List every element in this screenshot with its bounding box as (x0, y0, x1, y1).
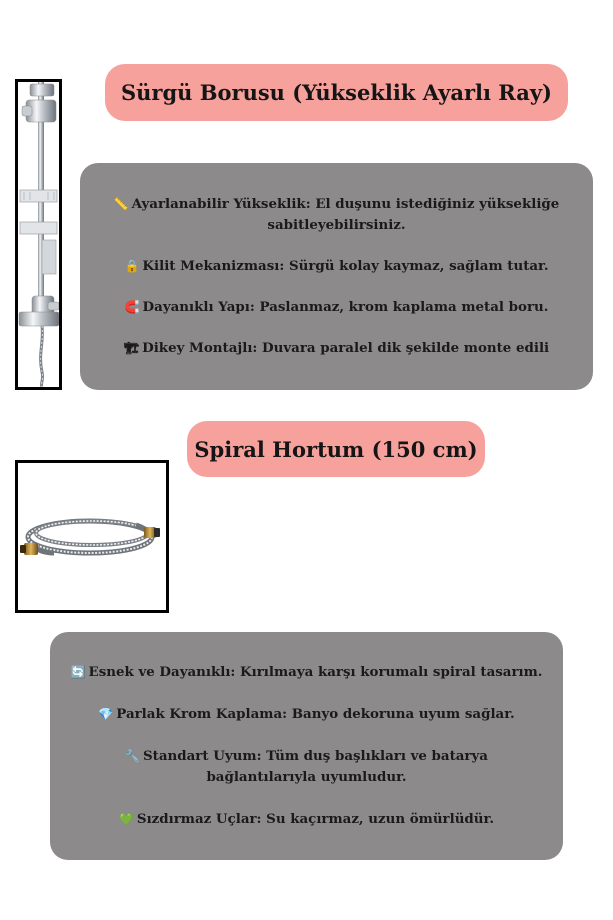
sliding-rail-photo (15, 79, 62, 390)
feature-flexible-durable: 🔄 Esnek ve Dayanıklı: Kırılmaya karşı korumalı spiral tasarım. (68, 662, 545, 683)
magnet-icon: 🧲 (124, 300, 140, 314)
feature-adjustable-height: 📏 Ayarlanabilir Yükseklik: El duşunu istediğiniz yüksekliğe sabitleyebilirsiniz. (113, 196, 560, 233)
gem-icon: 💎 (98, 707, 114, 721)
rail-features-card (80, 163, 593, 390)
feature-leakproof-ends: 💚 Sızdırmaz Uçlar: Su kaçırmaz, uzun ömürlüdür. (68, 809, 545, 830)
rail-section-title (105, 64, 568, 121)
feature-lock-mechanism: 🔒 Kilit Mekanizması: Sürgü kolay kaymaz, sağlam tutar. (98, 256, 575, 277)
wrench-icon: 🔧 (125, 749, 140, 763)
spiral-hose-illustration (18, 463, 166, 610)
green-heart-icon: 💚 (118, 812, 134, 826)
hose-section-title-text: Spiral Hortum (150 cm) (194, 436, 478, 462)
crane-icon: 🏗 (123, 341, 140, 355)
hose-section-title (187, 421, 485, 477)
rail-section-title-text: Sürgü Borusu (Yükseklik Ayarlı Ray) (121, 80, 552, 105)
feature-chrome-plating: 💎 Parlak Krom Kaplama: Banyo dekoruna uyum sağlar. (68, 704, 545, 725)
lock-icon: 🔒 (124, 259, 140, 273)
feature-vertical-mount: 🏗 Dikey Montajlı: Duvara paralel dik şekilde monte edili (98, 338, 575, 359)
cycle-icon: 🔄 (70, 665, 86, 679)
feature-standard-fit: 🔧 Standart Uyum: Tüm duş başlıkları ve batarya bağlantılarıyla uyumludur. (125, 748, 488, 785)
sliding-rail-illustration (18, 82, 59, 387)
spiral-hose-photo (15, 460, 169, 613)
hose-features-card (50, 632, 563, 860)
feature-durable-structure: 🧲 Dayanıklı Yapı: Paslanmaz, krom kaplama metal boru. (98, 297, 575, 318)
ruler-icon: 📏 (113, 197, 129, 211)
